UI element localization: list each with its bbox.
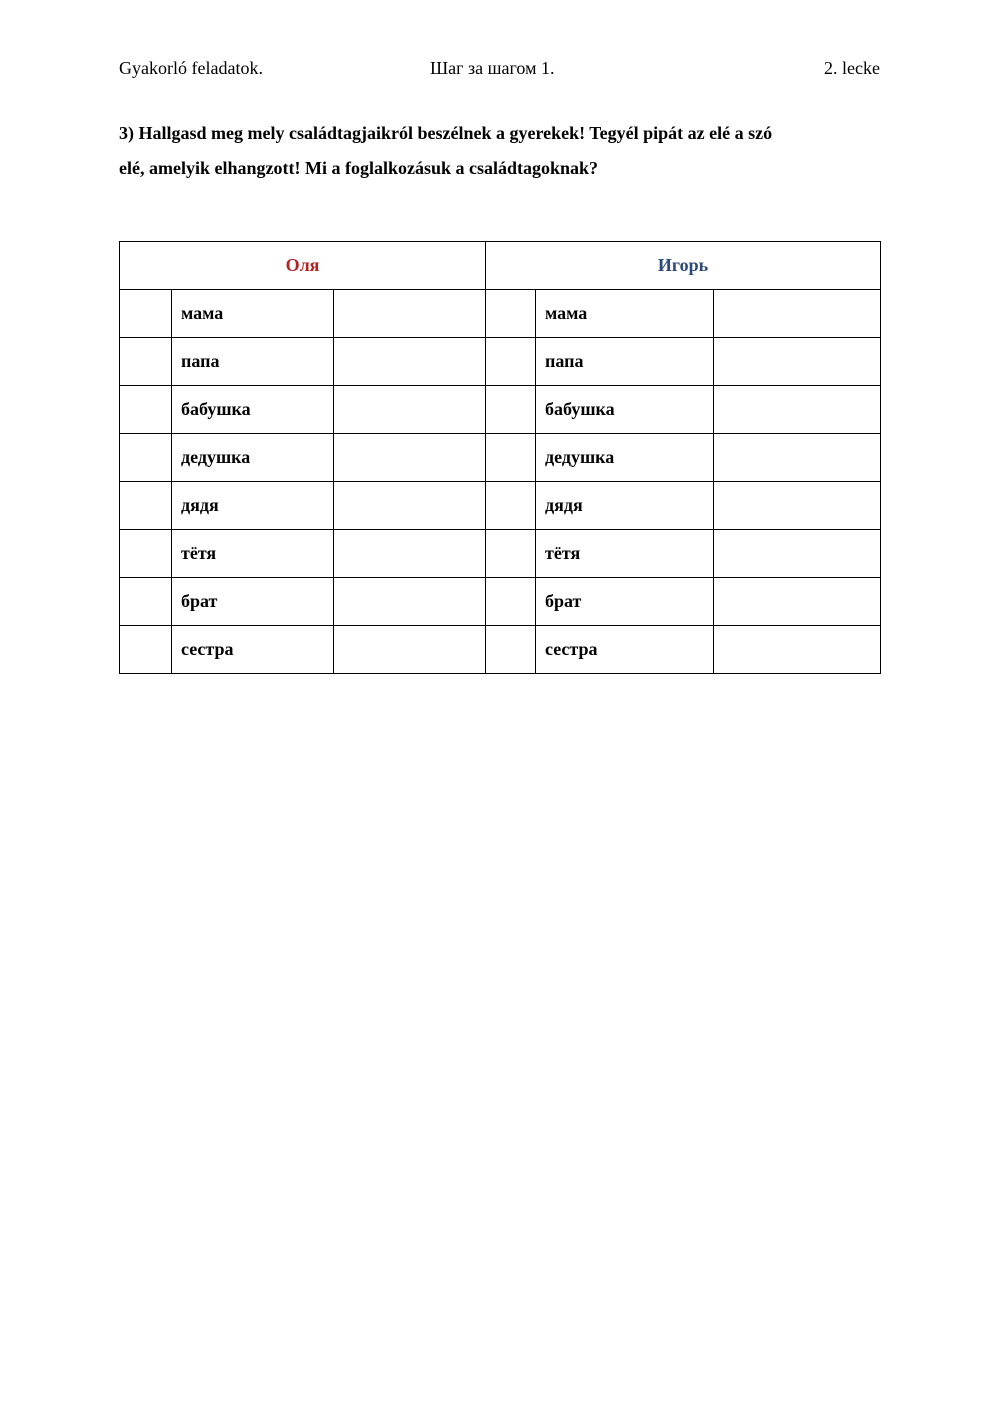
table-row — [120, 386, 881, 434]
checkbox-cell-olya[interactable] — [120, 434, 172, 482]
word-cell-igor: дедушка — [536, 434, 714, 482]
task-instructions — [119, 116, 880, 186]
word-cell-igor: папа — [536, 338, 714, 386]
checkbox-cell-igor[interactable] — [486, 530, 536, 578]
occupation-cell-igor[interactable] — [714, 434, 881, 482]
occupation-cell-olya[interactable] — [334, 482, 486, 530]
table-row — [120, 338, 881, 386]
checkbox-cell-igor[interactable] — [486, 434, 536, 482]
child-name-olya: Оля — [120, 242, 486, 290]
page-header — [119, 58, 880, 84]
checkbox-cell-olya[interactable] — [120, 626, 172, 674]
occupation-cell-igor[interactable] — [714, 290, 881, 338]
occupation-cell-olya[interactable] — [334, 434, 486, 482]
occupation-cell-igor[interactable] — [714, 482, 881, 530]
checkbox-cell-igor[interactable] — [486, 482, 536, 530]
occupation-cell-igor[interactable] — [714, 578, 881, 626]
child-name-igor: Игорь — [486, 242, 881, 290]
word-cell-olya: дедушка — [172, 434, 334, 482]
header-right-text: 2. lecke — [824, 58, 880, 78]
checkbox-cell-igor[interactable] — [486, 626, 536, 674]
task-line-2: elé, amelyik elhangzott! Mi a foglalkozásuk a családtagoknak? — [119, 158, 599, 178]
word-cell-igor: сестра — [536, 626, 714, 674]
checkbox-cell-igor[interactable] — [486, 386, 536, 434]
checkbox-cell-olya[interactable] — [120, 290, 172, 338]
checkbox-cell-igor[interactable] — [486, 578, 536, 626]
occupation-cell-olya[interactable] — [334, 626, 486, 674]
occupation-cell-igor[interactable] — [714, 530, 881, 578]
word-cell-olya: бабушка — [172, 386, 334, 434]
word-cell-olya: сестра — [172, 626, 334, 674]
table-row — [120, 626, 881, 674]
checkbox-cell-igor[interactable] — [486, 338, 536, 386]
word-cell-igor: мама — [536, 290, 714, 338]
word-cell-olya: мама — [172, 290, 334, 338]
word-cell-igor: тётя — [536, 530, 714, 578]
word-cell-olya: папа — [172, 338, 334, 386]
occupation-cell-olya[interactable] — [334, 338, 486, 386]
word-cell-olya: дядя — [172, 482, 334, 530]
occupation-cell-igor[interactable] — [714, 386, 881, 434]
occupation-cell-olya[interactable] — [334, 530, 486, 578]
word-cell-igor: бабушка — [536, 386, 714, 434]
occupation-cell-olya[interactable] — [334, 578, 486, 626]
checkbox-cell-olya[interactable] — [120, 338, 172, 386]
word-cell-igor: дядя — [536, 482, 714, 530]
word-cell-olya: брат — [172, 578, 334, 626]
header-left-text: Gyakorló feladatok. — [119, 58, 263, 78]
occupation-cell-igor[interactable] — [714, 338, 881, 386]
occupation-cell-olya[interactable] — [334, 386, 486, 434]
word-cell-igor: брат — [536, 578, 714, 626]
header-center-text: Шаг за шагом 1. — [430, 58, 555, 78]
checkbox-cell-olya[interactable] — [120, 482, 172, 530]
table-row — [120, 434, 881, 482]
checkbox-cell-igor[interactable] — [486, 290, 536, 338]
table-header-row — [120, 242, 881, 290]
task-line-1: 3) Hallgasd meg mely családtagjaikról beszélnek a gyerekek! Tegyél pipát az elé a szó — [119, 123, 773, 143]
table-row — [120, 578, 881, 626]
occupation-cell-igor[interactable] — [714, 626, 881, 674]
word-cell-olya: тётя — [172, 530, 334, 578]
checkbox-cell-olya[interactable] — [120, 386, 172, 434]
table-row — [120, 290, 881, 338]
family-members-table — [119, 241, 881, 674]
table-row — [120, 482, 881, 530]
checkbox-cell-olya[interactable] — [120, 578, 172, 626]
occupation-cell-olya[interactable] — [334, 290, 486, 338]
checkbox-cell-olya[interactable] — [120, 530, 172, 578]
table-row — [120, 530, 881, 578]
